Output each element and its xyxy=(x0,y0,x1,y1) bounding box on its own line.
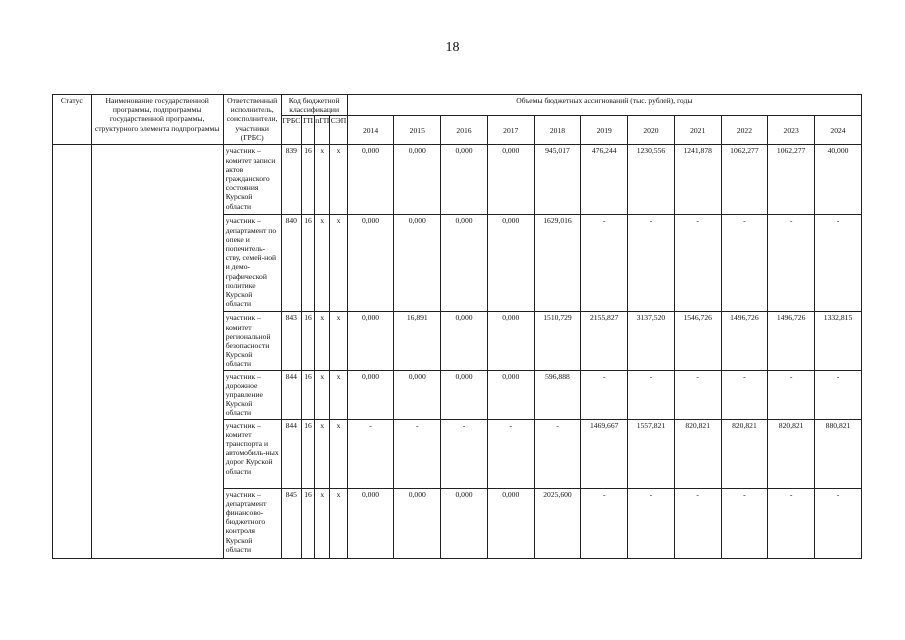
code-cell: х xyxy=(330,370,347,419)
value-cell: 0,000 xyxy=(347,145,394,215)
code-cell: х xyxy=(315,145,330,215)
value-cell: - xyxy=(628,215,675,312)
value-cell: 0,000 xyxy=(394,215,441,312)
value-cell: 16,891 xyxy=(394,312,441,370)
value-cell: 0,000 xyxy=(347,488,394,558)
value-cell: 0,000 xyxy=(487,312,534,370)
code-cell: х xyxy=(315,419,330,488)
value-cell: - xyxy=(628,488,675,558)
value-cell: - xyxy=(441,419,488,488)
value-cell: 820,821 xyxy=(721,419,768,488)
header-year: 2021 xyxy=(674,116,721,145)
value-cell: - xyxy=(534,419,581,488)
value-cell: 1546,726 xyxy=(674,312,721,370)
header-year: 2020 xyxy=(628,116,675,145)
header-year: 2017 xyxy=(487,116,534,145)
code-cell: 844 xyxy=(281,419,301,488)
participant-cell: участник – комитет региональной безопасности Курской области xyxy=(223,312,281,370)
value-cell: 0,000 xyxy=(487,215,534,312)
header-status: Статус xyxy=(53,95,92,145)
value-cell: - xyxy=(721,488,768,558)
header-volume-group: Объемы бюджетных ассигнований (тыс. рублей), годы xyxy=(347,95,861,116)
value-cell: 0,000 xyxy=(394,370,441,419)
value-cell: - xyxy=(815,215,862,312)
code-cell: 16 xyxy=(301,419,314,488)
value-cell: 0,000 xyxy=(441,312,488,370)
value-cell: 945,017 xyxy=(534,145,581,215)
code-cell: х xyxy=(315,312,330,370)
status-cell xyxy=(53,145,92,558)
value-cell: - xyxy=(815,370,862,419)
value-cell: 820,821 xyxy=(768,419,815,488)
value-cell: 0,000 xyxy=(487,370,534,419)
value-cell: - xyxy=(674,215,721,312)
header-year: 2018 xyxy=(534,116,581,145)
header-code-gp: ГП xyxy=(301,116,314,145)
table-row xyxy=(53,145,862,215)
header-code-pgp: пГП xyxy=(315,116,330,145)
value-cell: 1629,016 xyxy=(534,215,581,312)
value-cell: 0,000 xyxy=(394,145,441,215)
header-year: 2015 xyxy=(394,116,441,145)
code-cell: 845 xyxy=(281,488,301,558)
value-cell: 3137,520 xyxy=(628,312,675,370)
value-cell: 0,000 xyxy=(394,488,441,558)
code-cell: 839 xyxy=(281,145,301,215)
page-number: 18 xyxy=(445,40,460,55)
header-year: 2016 xyxy=(441,116,488,145)
value-cell: 1230,556 xyxy=(628,145,675,215)
value-cell: - xyxy=(581,488,628,558)
value-cell: - xyxy=(768,488,815,558)
header-name: Наименование государственной программы, подпрограммы государственной программы, структурного элемента подпрограммы xyxy=(91,95,223,145)
header-code-group: Код бюджетной классификации xyxy=(281,95,347,116)
value-cell: 0,000 xyxy=(347,215,394,312)
code-cell: х xyxy=(315,370,330,419)
value-cell: - xyxy=(721,370,768,419)
code-cell: х xyxy=(330,312,347,370)
header-year: 2014 xyxy=(347,116,394,145)
code-cell: х xyxy=(315,488,330,558)
value-cell: 2155,827 xyxy=(581,312,628,370)
value-cell: 1332,815 xyxy=(815,312,862,370)
value-cell: 1062,277 xyxy=(721,145,768,215)
header-code-grbs: ГРБС xyxy=(281,116,301,145)
value-cell: 1062,277 xyxy=(768,145,815,215)
code-cell: х xyxy=(330,488,347,558)
value-cell: 820,821 xyxy=(674,419,721,488)
value-cell: 1241,878 xyxy=(674,145,721,215)
value-cell: - xyxy=(581,370,628,419)
value-cell: - xyxy=(487,419,534,488)
value-cell: - xyxy=(815,488,862,558)
value-cell: 0,000 xyxy=(487,488,534,558)
budget-table xyxy=(52,94,862,559)
code-cell: х xyxy=(330,215,347,312)
code-cell: 16 xyxy=(301,215,314,312)
code-cell: х xyxy=(315,215,330,312)
value-cell: - xyxy=(347,419,394,488)
code-cell: 16 xyxy=(301,488,314,558)
participant-cell: участник – департамент финансово-бюджетного контроля Курской области xyxy=(223,488,281,558)
header-responsible: Ответственный исполнитель, соисполнители, участники (ГРБС) xyxy=(223,95,281,145)
value-cell: 0,000 xyxy=(441,145,488,215)
code-cell: х xyxy=(330,419,347,488)
code-cell: 16 xyxy=(301,312,314,370)
value-cell: 0,000 xyxy=(487,145,534,215)
participant-cell: участник – дорожное управление Курской области xyxy=(223,370,281,419)
value-cell: - xyxy=(394,419,441,488)
header-year: 2023 xyxy=(768,116,815,145)
value-cell: 0,000 xyxy=(441,370,488,419)
value-cell: 0,000 xyxy=(441,488,488,558)
value-cell: - xyxy=(674,488,721,558)
value-cell: - xyxy=(721,215,768,312)
code-cell: 843 xyxy=(281,312,301,370)
value-cell: 476,244 xyxy=(581,145,628,215)
header-year: 2019 xyxy=(581,116,628,145)
value-cell: - xyxy=(581,215,628,312)
value-cell: - xyxy=(628,370,675,419)
value-cell: 1557,821 xyxy=(628,419,675,488)
value-cell: 0,000 xyxy=(347,312,394,370)
value-cell: 1469,667 xyxy=(581,419,628,488)
name-cell xyxy=(91,145,223,558)
code-cell: 16 xyxy=(301,145,314,215)
value-cell: - xyxy=(674,370,721,419)
code-cell: 844 xyxy=(281,370,301,419)
table-body xyxy=(53,145,862,558)
participant-cell: участник – комитет транспорта и автомобиль-ных дорог Курской области xyxy=(223,419,281,488)
code-cell: х xyxy=(330,145,347,215)
value-cell: 596,888 xyxy=(534,370,581,419)
value-cell: 0,000 xyxy=(347,370,394,419)
value-cell: 0,000 xyxy=(441,215,488,312)
header-code-sep: СЭП xyxy=(330,116,347,145)
value-cell: 1496,726 xyxy=(768,312,815,370)
value-cell: - xyxy=(768,215,815,312)
value-cell: 1496,726 xyxy=(721,312,768,370)
header-year: 2022 xyxy=(721,116,768,145)
header-year: 2024 xyxy=(815,116,862,145)
participant-cell: участник – комитет записи актов гражданского состояния Курской области xyxy=(223,145,281,215)
value-cell: 2025,600 xyxy=(534,488,581,558)
value-cell: 40,000 xyxy=(815,145,862,215)
value-cell: 1510,729 xyxy=(534,312,581,370)
code-cell: 16 xyxy=(301,370,314,419)
code-cell: 840 xyxy=(281,215,301,312)
participant-cell: участник – департамент по опеке и попечитель-ству, семей-ной и демо-графической политике Курской области xyxy=(223,215,281,312)
value-cell: - xyxy=(768,370,815,419)
value-cell: 880,821 xyxy=(815,419,862,488)
